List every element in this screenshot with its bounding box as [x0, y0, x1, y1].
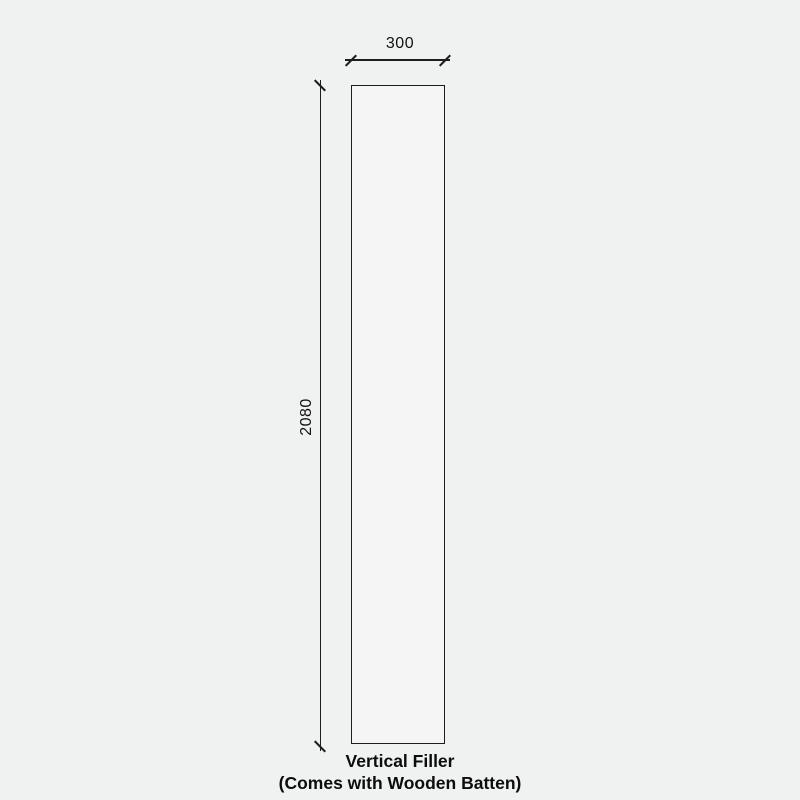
part-caption-line1: Vertical Filler — [345, 751, 455, 771]
part-caption — [279, 751, 522, 794]
height-dimension-line — [320, 80, 322, 751]
part-caption-line2: (Comes with Wooden Batten) — [278, 772, 522, 793]
vertical-filler-outline — [351, 85, 445, 744]
width-dimension-label: 300 — [385, 35, 415, 52]
height-dimension-label: 2080 — [298, 398, 315, 436]
width-dimension-line — [345, 59, 450, 61]
